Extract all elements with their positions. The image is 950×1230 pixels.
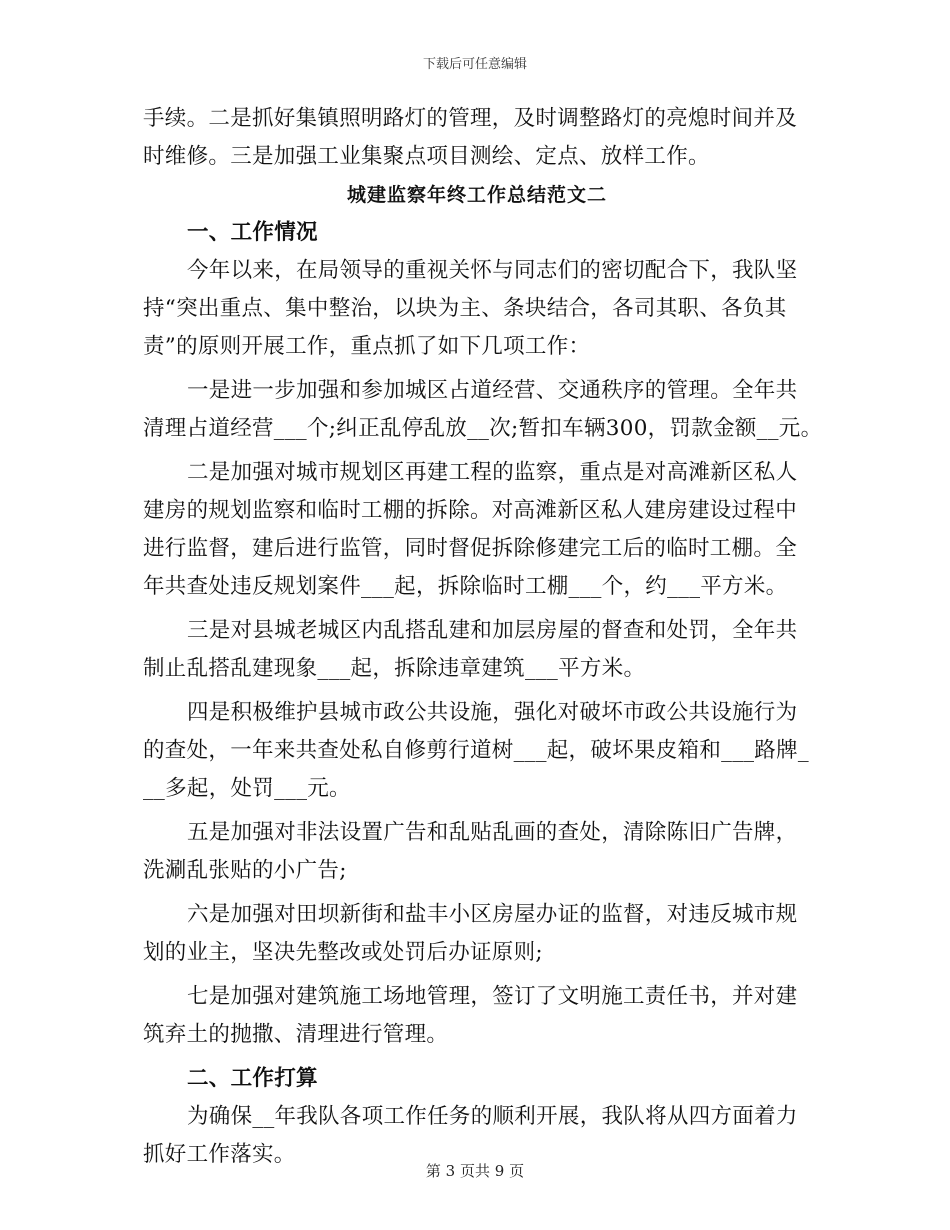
paragraph-line: __多起，处罚___元。 bbox=[143, 776, 351, 801]
paragraph-line: 手续。二是抓好集镇照明路灯的管理，及时调整路灯的亮熄时间并及 bbox=[143, 106, 798, 131]
paragraph-line: 六是加强对田坝新街和盐丰小区房屋办证的监督，对违反城市规 bbox=[187, 902, 798, 927]
paragraph-line: 划的业主，坚决先整改或处罚后办证原则; bbox=[143, 940, 543, 965]
paragraph-line: 持“突出重点、集中整治，以块为主、条块结合，各司其职、各负其 bbox=[143, 296, 787, 321]
paragraph-line: 一是进一步加强和参加城区占道经营、交通秩序的管理。全年共 bbox=[187, 378, 798, 403]
paragraph-line: 为确保__年我队各项工作任务的顺利开展，我队将从四方面着力 bbox=[187, 1104, 798, 1129]
document-body bbox=[143, 100, 823, 1174]
paragraph-line: 洗涮乱张贴的小广告; bbox=[143, 858, 347, 883]
paragraph-line: 二是加强对城市规划区再建工程的监察，重点是对高滩新区私人 bbox=[187, 460, 798, 485]
paragraph-line: 的查处，一年来共查处私自修剪行道树___起，破坏果皮箱和___路牌_ bbox=[143, 738, 809, 763]
paragraph-line: 制止乱搭乱建现象___起，拆除违章建筑___平方米。 bbox=[143, 656, 646, 681]
section-title: 城建监察年终工作总结范文二 bbox=[346, 184, 607, 206]
paragraph-line: 时维修。三是加强工业集聚点项目测绘、定点、放样工作。 bbox=[143, 144, 710, 169]
paragraph-line: 今年以来，在局领导的重视关怀与同志们的密切配合下，我队坚 bbox=[187, 258, 798, 283]
page-header: 下载后可任意编辑 bbox=[422, 57, 527, 72]
paragraph-line: 抓好工作落实。 bbox=[143, 1142, 296, 1167]
paragraph-line: 筑弃土的抛撒、清理进行管理。 bbox=[143, 1022, 449, 1047]
page-footer: 第 3 页共 9 页 bbox=[425, 1162, 525, 1180]
paragraph-line: 七是加强对建筑施工场地管理，签订了文明施工责任书，并对建 bbox=[187, 984, 798, 1009]
paragraph-line: 进行监督，建后进行监管，同时督促拆除修建完工后的临时工棚。全 bbox=[143, 536, 798, 561]
paragraph-line: 建房的规划监察和临时工棚的拆除。对高滩新区私人建房建设过程中 bbox=[143, 498, 798, 523]
paragraph-line: 年共查处违反规划案件___起，拆除临时工棚___个，约___平方米。 bbox=[143, 574, 788, 599]
paragraph-line: 清理占道经营___个;纠正乱停乱放__次;暂扣车辆300，罚款金额__元。 bbox=[143, 416, 823, 441]
paragraph-line: 四是积极维护县城市政公共设施，强化对破坏市政公共设施行为 bbox=[187, 700, 798, 725]
paragraph-line: 五是加强对非法设置广告和乱贴乱画的查处，清除陈旧广告牌， bbox=[187, 820, 798, 845]
heading-work-plan: 二、工作打算 bbox=[187, 1066, 318, 1091]
paragraph-line: 三是对县城老城区内乱搭乱建和加层房屋的督查和处罚，全年共 bbox=[187, 618, 798, 643]
heading-work-situation: 一、工作情况 bbox=[187, 220, 318, 245]
paragraph-line: 责”的原则开展工作，重点抓了如下几项工作： bbox=[143, 334, 591, 359]
